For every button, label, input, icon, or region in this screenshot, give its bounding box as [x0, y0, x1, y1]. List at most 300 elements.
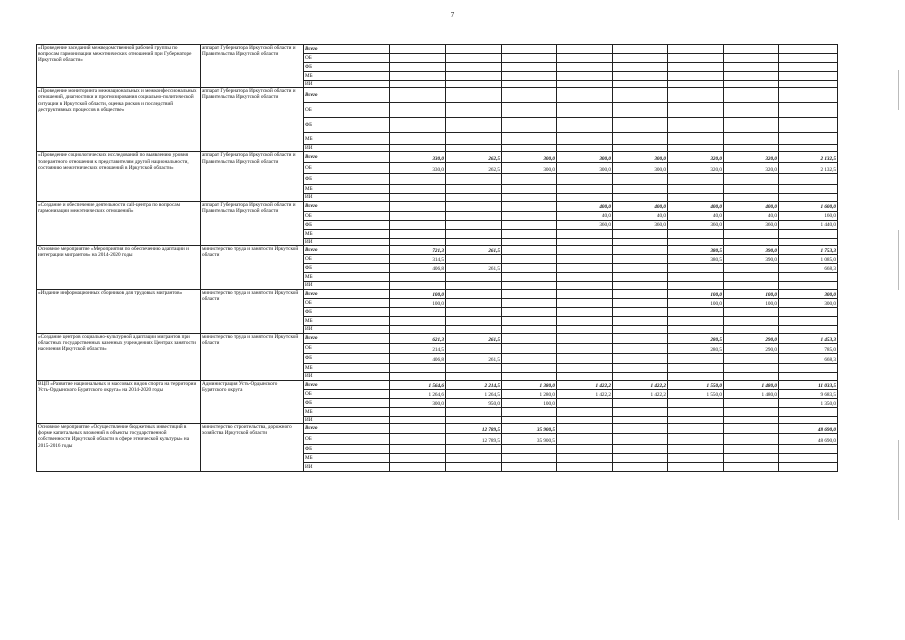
value-cell: 1 264,6 — [390, 389, 446, 398]
value-cell — [557, 454, 613, 463]
funding-source-label: ФБ — [304, 353, 390, 363]
table-row — [37, 333, 838, 343]
funding-source-label: ФБ — [304, 445, 390, 454]
total-cell — [779, 145, 838, 152]
funding-source-label: ФБ — [304, 263, 390, 272]
value-cell: 1 422,2 — [613, 389, 668, 398]
value-cell: 35 900,5 — [502, 424, 557, 434]
value-cell — [557, 118, 613, 133]
value-cell — [390, 372, 446, 380]
value-cell — [446, 211, 502, 220]
value-cell — [390, 307, 446, 316]
value-cell — [557, 63, 613, 72]
total-cell — [779, 103, 838, 118]
value-cell — [502, 454, 557, 463]
funding-source-label: Всего — [304, 201, 390, 211]
funding-source-label: ОБ — [304, 163, 390, 174]
funding-source-label: МБ — [304, 72, 390, 81]
value-cell — [502, 194, 557, 201]
value-cell — [557, 272, 613, 281]
value-cell — [446, 174, 502, 185]
value-cell — [613, 45, 668, 54]
value-cell — [446, 81, 502, 88]
value-cell — [502, 201, 557, 211]
value-cell: 1 280,0 — [502, 389, 557, 398]
value-cell — [557, 398, 613, 407]
funding-source-label: ИИ — [304, 238, 390, 245]
executor: аппарат Губернатора Иркутской области и Правительства Иркутской области — [201, 88, 304, 152]
value-cell — [390, 463, 446, 472]
value-cell — [668, 63, 724, 72]
value-cell — [390, 316, 446, 325]
funding-source-label: ФБ — [304, 174, 390, 185]
value-cell — [613, 307, 668, 316]
value-cell — [390, 407, 446, 416]
value-cell — [390, 174, 446, 185]
total-cell — [779, 229, 838, 238]
value-cell — [724, 145, 779, 152]
value-cell — [446, 194, 502, 201]
value-cell: 300,0 — [390, 398, 446, 407]
value-cell — [668, 398, 724, 407]
value-cell — [390, 201, 446, 211]
executor: министерство труда и занятости Иркутской области — [201, 289, 304, 333]
value-cell: 261,5 — [446, 263, 502, 272]
value-cell — [446, 238, 502, 245]
value-cell — [613, 281, 668, 289]
total-cell: 1 753,3 — [779, 245, 838, 254]
value-cell — [613, 454, 668, 463]
value-cell — [502, 363, 557, 372]
value-cell — [557, 88, 613, 103]
value-cell: 100,0 — [724, 298, 779, 307]
value-cell — [557, 72, 613, 81]
value-cell — [724, 316, 779, 325]
value-cell: 406,8 — [390, 353, 446, 363]
value-cell: 1 264,5 — [446, 389, 502, 398]
value-cell — [668, 316, 724, 325]
value-cell — [390, 424, 446, 434]
value-cell: 360,0 — [668, 220, 724, 229]
value-cell: 400,0 — [613, 201, 668, 211]
funding-source-label: МБ — [304, 272, 390, 281]
value-cell — [390, 445, 446, 454]
funding-source-label: ОБ — [304, 103, 390, 118]
value-cell — [446, 463, 502, 472]
total-cell: 11 033,5 — [779, 380, 838, 389]
total-cell: 300,0 — [779, 289, 838, 298]
value-cell — [668, 272, 724, 281]
value-cell — [502, 133, 557, 145]
value-cell — [446, 88, 502, 103]
value-cell: 261,5 — [446, 333, 502, 343]
funding-source-label: Всего — [304, 88, 390, 103]
funding-source-label: ОБ — [304, 54, 390, 63]
value-cell — [613, 238, 668, 245]
value-cell — [613, 174, 668, 185]
total-cell — [779, 454, 838, 463]
value-cell — [668, 88, 724, 103]
value-cell — [613, 416, 668, 423]
value-cell: 320,0 — [668, 163, 724, 174]
total-cell — [779, 372, 838, 380]
value-cell — [446, 45, 502, 54]
total-cell — [779, 194, 838, 201]
value-cell — [446, 298, 502, 307]
value-cell — [613, 81, 668, 88]
value-cell — [613, 54, 668, 63]
value-cell: 300,0 — [613, 163, 668, 174]
value-cell — [613, 424, 668, 434]
value-cell — [613, 88, 668, 103]
value-cell — [613, 298, 668, 307]
value-cell — [390, 211, 446, 220]
value-cell — [390, 281, 446, 289]
value-cell — [502, 118, 557, 133]
funding-source-label: ФБ — [304, 398, 390, 407]
value-cell — [724, 445, 779, 454]
value-cell: 290,0 — [724, 333, 779, 343]
value-cell — [724, 54, 779, 63]
total-cell: 785,0 — [779, 343, 838, 353]
total-cell — [779, 325, 838, 333]
value-cell — [668, 434, 724, 445]
value-cell — [502, 316, 557, 325]
value-cell — [446, 54, 502, 63]
total-cell: 2 132,5 — [779, 152, 838, 163]
total-cell: 1 600,0 — [779, 201, 838, 211]
value-cell — [557, 407, 613, 416]
total-cell: 9 683,5 — [779, 389, 838, 398]
total-cell — [779, 281, 838, 289]
value-cell — [668, 194, 724, 201]
value-cell: 1 422,2 — [613, 380, 668, 389]
value-cell — [724, 88, 779, 103]
value-cell — [390, 185, 446, 194]
value-cell: 1 550,0 — [668, 389, 724, 398]
value-cell — [668, 174, 724, 185]
funding-source-label: ФБ — [304, 220, 390, 229]
scan-edge-mark — [898, 230, 899, 290]
value-cell — [668, 463, 724, 472]
value-cell: 100,0 — [390, 298, 446, 307]
value-cell — [724, 45, 779, 54]
value-cell: 300,0 — [557, 163, 613, 174]
funding-source-label: ОБ — [304, 298, 390, 307]
value-cell — [557, 194, 613, 201]
activity-name: «Проведение мониторинга межнациональных и межконфессиональных отношений, диагностики и прогнозирования социально-политической ситуации в Иркутской области, оценка рисков и последствий деструктивных процессов в обществе» — [37, 88, 201, 152]
value-cell — [724, 133, 779, 145]
funding-source-label: ИИ — [304, 194, 390, 201]
activity-name: «Издание информационных сборников для трудовых мигрантов» — [37, 289, 201, 333]
value-cell — [557, 229, 613, 238]
funding-source-label: МБ — [304, 316, 390, 325]
value-cell: 330,0 — [390, 163, 446, 174]
value-cell — [613, 353, 668, 363]
value-cell — [724, 454, 779, 463]
executor: аппарат Губернатора Иркутской области и Правительства Иркутской области — [201, 201, 304, 245]
value-cell — [502, 353, 557, 363]
value-cell — [557, 238, 613, 245]
funding-source-label: ИИ — [304, 463, 390, 472]
value-cell — [613, 185, 668, 194]
value-cell — [724, 272, 779, 281]
total-cell: 1 453,3 — [779, 333, 838, 343]
value-cell — [390, 194, 446, 201]
value-cell — [502, 281, 557, 289]
value-cell — [557, 416, 613, 423]
table-row — [37, 380, 838, 389]
activity-name: «Создание центров социально-культурной адаптации мигрантов при областных государственных казенных учреждениях Центрах занятости населения Иркутской области» — [37, 333, 201, 380]
total-cell: 1 085,0 — [779, 254, 838, 263]
value-cell: 360,0 — [613, 220, 668, 229]
activity-name: Основное мероприятие «Мероприятия по обеспечению адаптации и интеграции мигрантов» на 2014-2020 годы — [37, 245, 201, 289]
value-cell: 100,0 — [668, 289, 724, 298]
value-cell — [446, 445, 502, 454]
value-cell — [613, 254, 668, 263]
value-cell: 320,0 — [668, 152, 724, 163]
value-cell — [502, 254, 557, 263]
table-row — [37, 201, 838, 211]
value-cell: 100,0 — [390, 289, 446, 298]
value-cell: 390,0 — [724, 245, 779, 254]
value-cell — [446, 72, 502, 81]
value-cell — [390, 238, 446, 245]
total-cell: 300,0 — [779, 298, 838, 307]
value-cell — [724, 194, 779, 201]
value-cell — [557, 463, 613, 472]
value-cell — [446, 118, 502, 133]
value-cell — [724, 398, 779, 407]
value-cell — [724, 353, 779, 363]
value-cell: 261,5 — [446, 353, 502, 363]
table-row — [37, 45, 838, 54]
value-cell — [390, 88, 446, 103]
activity-name: ВЦП «Развитие национальных и массовых видов спорта на территории Усть-Ордынского Бурятского округа» на 2014-2020 годы — [37, 380, 201, 423]
value-cell — [446, 407, 502, 416]
value-cell — [502, 63, 557, 72]
value-cell: 40,0 — [557, 211, 613, 220]
executor: Администрация Усть-Ордынского Бурятского округа — [201, 380, 304, 423]
value-cell — [668, 353, 724, 363]
funding-source-label: Всего — [304, 333, 390, 343]
value-cell: 100,0 — [668, 298, 724, 307]
value-cell — [390, 272, 446, 281]
total-cell — [779, 407, 838, 416]
executor: аппарат Губернатора Иркутской области и Правительства Иркутской области — [201, 152, 304, 201]
funding-source-label: ИИ — [304, 281, 390, 289]
value-cell: 1 422,2 — [557, 380, 613, 389]
value-cell — [613, 194, 668, 201]
value-cell: 300,0 — [502, 152, 557, 163]
value-cell — [724, 238, 779, 245]
value-cell: 300,0 — [502, 163, 557, 174]
funding-source-label: ИИ — [304, 372, 390, 380]
funding-source-label: ОБ — [304, 211, 390, 220]
value-cell — [724, 63, 779, 72]
value-cell: 262,5 — [446, 163, 502, 174]
value-cell: 40,0 — [613, 211, 668, 220]
value-cell — [557, 81, 613, 88]
funding-source-label: ИИ — [304, 145, 390, 152]
value-cell — [557, 45, 613, 54]
executor: министерство труда и занятости Иркутской области — [201, 245, 304, 289]
value-cell: 320,0 — [724, 163, 779, 174]
value-cell — [668, 238, 724, 245]
value-cell — [446, 372, 502, 380]
value-cell — [668, 72, 724, 81]
total-cell — [779, 363, 838, 372]
value-cell: 40,0 — [724, 211, 779, 220]
value-cell — [613, 325, 668, 333]
value-cell — [724, 185, 779, 194]
total-cell — [779, 416, 838, 423]
total-cell — [779, 133, 838, 145]
value-cell — [446, 63, 502, 72]
value-cell — [668, 54, 724, 63]
table-row — [37, 289, 838, 298]
funding-source-label: Всего — [304, 152, 390, 163]
total-cell — [779, 72, 838, 81]
value-cell: 1 564,6 — [390, 380, 446, 389]
value-cell — [502, 54, 557, 63]
value-cell — [724, 463, 779, 472]
activity-name: Основное мероприятие «Осуществление бюджетных инвестиций в форме капитальных вложений в объекты государственной собственности Иркутской области в сфере этнической культуры» на 2015-2016 годы — [37, 424, 201, 472]
value-cell — [390, 63, 446, 72]
value-cell: 380,5 — [668, 245, 724, 254]
value-cell — [724, 103, 779, 118]
total-cell: 48 690,0 — [779, 424, 838, 434]
value-cell: 1 480,0 — [724, 389, 779, 398]
value-cell — [724, 281, 779, 289]
value-cell: 360,0 — [724, 220, 779, 229]
value-cell — [390, 72, 446, 81]
funding-source-label: Всего — [304, 45, 390, 54]
value-cell — [557, 325, 613, 333]
value-cell — [502, 372, 557, 380]
value-cell — [557, 54, 613, 63]
value-cell — [446, 254, 502, 263]
value-cell — [724, 407, 779, 416]
value-cell — [502, 416, 557, 423]
value-cell — [613, 245, 668, 254]
value-cell: 330,0 — [390, 152, 446, 163]
value-cell: 290,0 — [724, 343, 779, 353]
value-cell — [668, 263, 724, 272]
funding-source-label: ИИ — [304, 416, 390, 423]
value-cell — [668, 81, 724, 88]
value-cell — [724, 72, 779, 81]
value-cell: 300,0 — [613, 152, 668, 163]
value-cell: 100,0 — [502, 398, 557, 407]
value-cell — [613, 133, 668, 145]
value-cell: 406,8 — [390, 263, 446, 272]
total-cell: 1 350,0 — [779, 398, 838, 407]
value-cell — [446, 103, 502, 118]
total-cell — [779, 54, 838, 63]
value-cell — [390, 229, 446, 238]
value-cell — [613, 445, 668, 454]
value-cell: 280,5 — [668, 343, 724, 353]
value-cell — [390, 454, 446, 463]
value-cell — [613, 316, 668, 325]
value-cell — [668, 363, 724, 372]
value-cell: 380,5 — [668, 254, 724, 263]
value-cell — [390, 434, 446, 445]
total-cell — [779, 118, 838, 133]
total-cell — [779, 185, 838, 194]
value-cell — [446, 229, 502, 238]
value-cell — [668, 145, 724, 152]
value-cell — [557, 245, 613, 254]
value-cell — [502, 343, 557, 353]
value-cell — [502, 407, 557, 416]
scan-edge-mark — [898, 440, 899, 520]
funding-source-label: МБ — [304, 454, 390, 463]
value-cell — [668, 118, 724, 133]
value-cell — [502, 211, 557, 220]
value-cell: 280,5 — [668, 333, 724, 343]
value-cell — [557, 445, 613, 454]
value-cell: 950,0 — [446, 398, 502, 407]
value-cell — [502, 445, 557, 454]
value-cell: 390,0 — [724, 254, 779, 263]
value-cell — [668, 229, 724, 238]
value-cell: 35 900,5 — [502, 434, 557, 445]
value-cell — [613, 398, 668, 407]
value-cell — [557, 289, 613, 298]
value-cell: 360,0 — [557, 220, 613, 229]
value-cell — [668, 407, 724, 416]
value-cell: 400,0 — [557, 201, 613, 211]
total-cell — [779, 63, 838, 72]
funding-source-label: ИИ — [304, 325, 390, 333]
activity-name: «Создание и обеспечение деятельности call-центра по вопросам гармонизации межэтнических отношений» — [37, 201, 201, 245]
value-cell — [502, 174, 557, 185]
value-cell — [502, 289, 557, 298]
value-cell — [557, 263, 613, 272]
total-cell: 48 690,0 — [779, 434, 838, 445]
value-cell — [557, 372, 613, 380]
value-cell — [446, 201, 502, 211]
funding-source-label: ОБ — [304, 434, 390, 445]
value-cell — [668, 416, 724, 423]
value-cell — [724, 307, 779, 316]
value-cell — [446, 272, 502, 281]
value-cell — [502, 45, 557, 54]
activity-name: «Проведение заседаний межведомственной рабочей группы по вопросам гармонизации межэтнических отношений при Губернаторе Иркутской области» — [37, 45, 201, 88]
value-cell: 1 422,2 — [557, 389, 613, 398]
value-cell — [613, 118, 668, 133]
value-cell — [557, 185, 613, 194]
total-cell — [779, 445, 838, 454]
value-cell — [446, 343, 502, 353]
value-cell — [502, 103, 557, 118]
total-cell — [779, 238, 838, 245]
total-cell — [779, 463, 838, 472]
value-cell — [446, 281, 502, 289]
value-cell — [502, 307, 557, 316]
value-cell — [390, 81, 446, 88]
value-cell — [613, 333, 668, 343]
value-cell — [502, 245, 557, 254]
value-cell: 40,0 — [668, 211, 724, 220]
value-cell — [390, 118, 446, 133]
value-cell — [613, 63, 668, 72]
value-cell — [724, 174, 779, 185]
funding-source-label: ОБ — [304, 254, 390, 263]
value-cell — [502, 145, 557, 152]
